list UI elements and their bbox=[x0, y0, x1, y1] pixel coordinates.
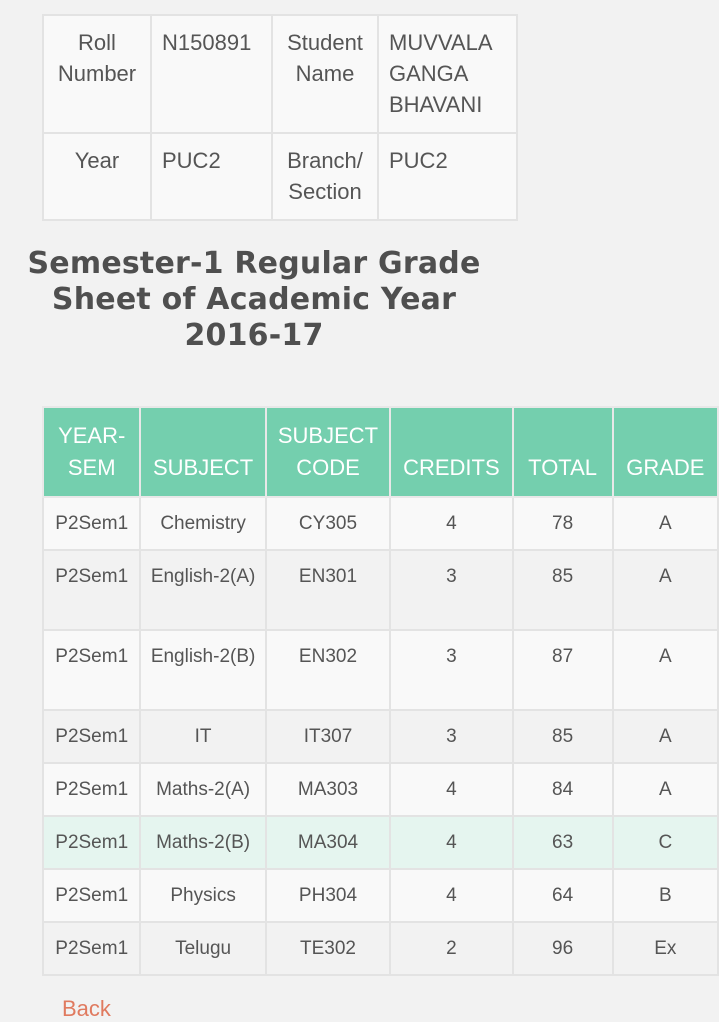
year-value: PUC2 bbox=[151, 133, 272, 220]
cell-grade: A bbox=[613, 630, 718, 710]
cell-subject-code: MA304 bbox=[266, 816, 390, 869]
grade-table bbox=[42, 406, 719, 976]
cell-credits: 3 bbox=[390, 630, 512, 710]
cell-subject-code: PH304 bbox=[266, 869, 390, 922]
table-row bbox=[43, 922, 718, 975]
cell-credits: 4 bbox=[390, 869, 512, 922]
cell-credits: 4 bbox=[390, 816, 512, 869]
cell-grade: A bbox=[613, 497, 718, 550]
table-row bbox=[43, 710, 718, 763]
grade-table-header-row bbox=[43, 407, 718, 497]
roll-number-value: N150891 bbox=[151, 15, 272, 133]
header-subject-code: SUBJECT CODE bbox=[266, 407, 390, 497]
cell-credits: 4 bbox=[390, 763, 512, 816]
cell-grade: C bbox=[613, 816, 718, 869]
cell-subject-code: EN301 bbox=[266, 550, 390, 630]
cell-subject-code: CY305 bbox=[266, 497, 390, 550]
back-link[interactable]: Back bbox=[62, 996, 111, 1021]
cell-total: 96 bbox=[513, 922, 613, 975]
cell-subject-code: EN302 bbox=[266, 630, 390, 710]
header-year-sem: YEAR-SEM bbox=[43, 407, 140, 497]
cell-year-sem: P2Sem1 bbox=[43, 550, 140, 630]
header-grade: GRADE bbox=[613, 407, 718, 497]
header-total: TOTAL bbox=[513, 407, 613, 497]
cell-total: 85 bbox=[513, 710, 613, 763]
cell-subject: Chemistry bbox=[140, 497, 265, 550]
cell-year-sem: P2Sem1 bbox=[43, 497, 140, 550]
table-row bbox=[43, 869, 718, 922]
cell-total: 78 bbox=[513, 497, 613, 550]
cell-subject-code: TE302 bbox=[266, 922, 390, 975]
cell-subject: Telugu bbox=[140, 922, 265, 975]
table-row bbox=[43, 550, 718, 630]
student-info-row bbox=[43, 133, 517, 220]
cell-grade: A bbox=[613, 763, 718, 816]
cell-grade: A bbox=[613, 550, 718, 630]
cell-subject: Maths-2(A) bbox=[140, 763, 265, 816]
header-credits: CREDITS bbox=[390, 407, 512, 497]
cell-subject: English-2(A) bbox=[140, 550, 265, 630]
table-row bbox=[43, 763, 718, 816]
cell-subject: IT bbox=[140, 710, 265, 763]
cell-credits: 4 bbox=[390, 497, 512, 550]
cell-grade: B bbox=[613, 869, 718, 922]
table-row bbox=[43, 630, 718, 710]
cell-subject-code: IT307 bbox=[266, 710, 390, 763]
student-info-table bbox=[42, 14, 518, 221]
table-row bbox=[43, 497, 718, 550]
cell-grade: Ex bbox=[613, 922, 718, 975]
cell-total: 85 bbox=[513, 550, 613, 630]
branch-label: Branch/ Section bbox=[272, 133, 378, 220]
cell-subject: Maths-2(B) bbox=[140, 816, 265, 869]
cell-credits: 3 bbox=[390, 550, 512, 630]
cell-year-sem: P2Sem1 bbox=[43, 869, 140, 922]
cell-total: 64 bbox=[513, 869, 613, 922]
cell-subject: Physics bbox=[140, 869, 265, 922]
cell-credits: 3 bbox=[390, 710, 512, 763]
table-row bbox=[43, 816, 718, 869]
page-title: Semester-1 Regular Grade Sheet of Academic Year 2016-17 bbox=[27, 246, 481, 353]
cell-subject: English-2(B) bbox=[140, 630, 265, 710]
student-name-label: Student Name bbox=[272, 15, 378, 133]
cell-credits: 2 bbox=[390, 922, 512, 975]
student-name-value: MUVVALA GANGA BHAVANI bbox=[378, 15, 517, 133]
cell-total: 84 bbox=[513, 763, 613, 816]
roll-number-label: Roll Number bbox=[43, 15, 151, 133]
cell-total: 63 bbox=[513, 816, 613, 869]
header-subject: SUBJECT bbox=[140, 407, 265, 497]
cell-year-sem: P2Sem1 bbox=[43, 763, 140, 816]
cell-grade: A bbox=[613, 710, 718, 763]
cell-total: 87 bbox=[513, 630, 613, 710]
branch-value: PUC2 bbox=[378, 133, 517, 220]
student-info-row bbox=[43, 15, 517, 133]
cell-subject-code: MA303 bbox=[266, 763, 390, 816]
cell-year-sem: P2Sem1 bbox=[43, 630, 140, 710]
cell-year-sem: P2Sem1 bbox=[43, 710, 140, 763]
cell-year-sem: P2Sem1 bbox=[43, 816, 140, 869]
cell-year-sem: P2Sem1 bbox=[43, 922, 140, 975]
year-label: Year bbox=[43, 133, 151, 220]
